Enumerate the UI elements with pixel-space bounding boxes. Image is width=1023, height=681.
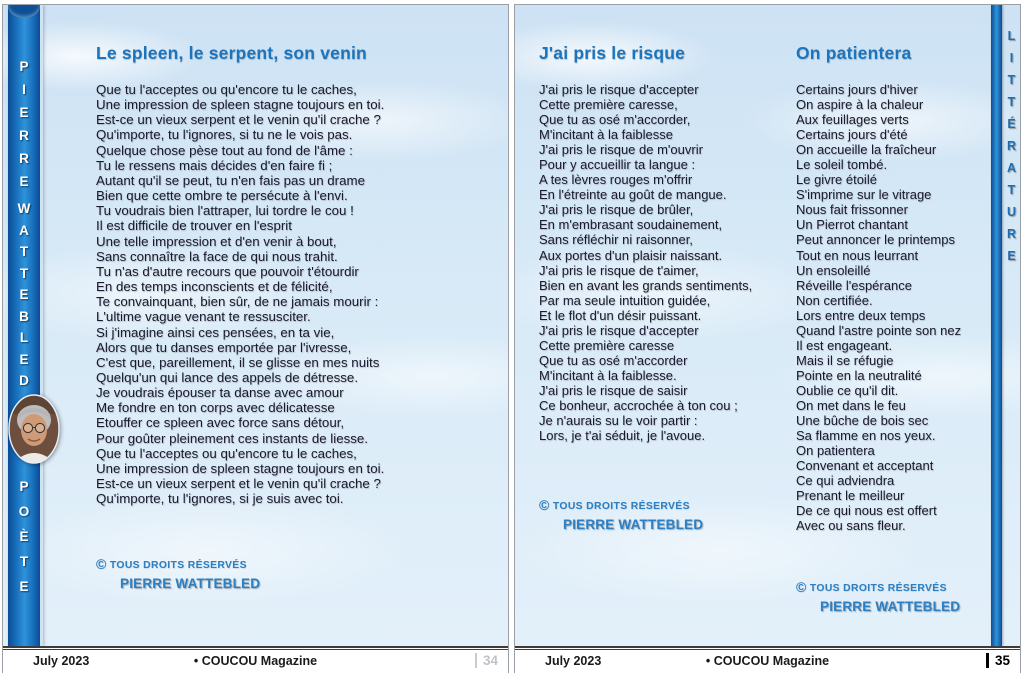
copyright-text: TOUS DROITS RÉSERVÉS <box>552 501 690 513</box>
page-number: 34 <box>475 653 498 668</box>
copyright-icon: © <box>539 497 550 514</box>
author-signature: PIERRE WATTEBLED <box>563 517 704 533</box>
copyright-notice <box>539 497 791 513</box>
footer-date: July 2023 <box>33 653 90 668</box>
page-right <box>514 4 1021 673</box>
copyright-block <box>96 556 491 591</box>
poem-lines: Certains jours d'hiver On aspire à la chaleur Aux feuillages verts Certains jours d'été On accueille la fraîcheur Le soleil tombé. Le givre étoilé S'imprime sur le vitrage Nous fait frissonner Un Pierrot chantant Peut annoncer le printemps Tout en nous leurrant Un ensoleillé Réveille l'espérance Non certifiée. Lors entre deux temps Quand l'astre pointe son nez Il est engageant. Mais il se réfugie Pointe en la neutralité Oublie ce qu'il dit. On met dans le feu Une bûche de bois sec Sa flamme en nos yeux. On patientera Convenant et acceptant Ce qui adviendra Prenant le meilleur De ce qui nous est offert Avec ou sans fleur. <box>796 82 962 534</box>
author-portrait-illustration <box>8 394 60 464</box>
poem-title: J'ai pris le risque <box>539 43 686 63</box>
copyright-icon: © <box>96 556 107 573</box>
litterature-ribbon <box>991 5 1002 646</box>
copyright-block <box>539 497 791 532</box>
ribbon-ornament <box>8 5 40 18</box>
author-first-name-vertical: P I E R R E <box>19 59 29 189</box>
author-role-vertical: P O È T E <box>18 478 30 594</box>
poem-le-spleen <box>96 43 491 591</box>
poem-on-patientera <box>796 43 1001 614</box>
poem-lines: Que tu l'acceptes ou qu'encore tu le caches, Une impression de spleen stagne toujours en toi. Est-ce un vieux serpent et le venin qu'il crache ? Qu'importe, tu l'ignores, si tu ne le vois pas. Quelque chose pèse tout au fond de l'âme : Tu le ressens mais décides d'en faire fi ; Autant qu'il se peut, tu n'en fais pas un drame Bien que cette ombre te persécute à l'envi. Tu voudrais bien l'attraper, lui tordre le cou ! Il est difficile de trouver en l'esprit Une telle impression et d'en venir à bout, Sans connaître la face de qui nous trahit. Tu n'as d'autre recours que pouvoir t'étourdir En des temps inconscients et de félicité, Te convainquant, bien sûr, de ne jamais mourir : L'ultime vague venant te ressusciter. Si j'imagine ainsi ces pensées, en ta vie, Alors que tu danses emportée par l'ivresse, C'est que, pareillement, il se glisse en mes nuits Quelqu'un qui lance des appels de détresse. Je voudrais épouser ta danse avec amour Me fondre en ton corps avec délicatesse Etouffer ce spleen avec force sans détour, Pour goûter pleinement ces instants de liesse. Que tu l'acceptes ou qu'encore tu le caches, Une impression de spleen stagne toujours en toi. Est-ce un vieux serpent et le venin qu'il crache ? Qu'importe, tu l'ignores, si je suis avec toi. <box>96 82 385 507</box>
page-left <box>2 4 509 673</box>
copyright-text: TOUS DROITS RÉSERVÉS <box>809 583 947 595</box>
copyright-icon: © <box>796 579 807 596</box>
author-ribbon <box>8 5 43 646</box>
litterature-label-vertical: L I T T É R A T U R E <box>1006 29 1017 263</box>
copyright-text: TOUS DROITS RÉSERVÉS <box>109 560 247 572</box>
poem-title: Le spleen, le serpent, son venin <box>96 43 367 63</box>
copyright-notice <box>96 556 491 572</box>
page-right-background <box>515 5 1020 646</box>
page-left-footer <box>3 646 508 673</box>
page-right-footer <box>515 646 1020 673</box>
page-left-background <box>3 5 508 646</box>
poem-jai-pris-le-risque <box>539 43 791 532</box>
copyright-block <box>796 579 1001 614</box>
author-photo <box>8 394 60 464</box>
author-signature: PIERRE WATTEBLED <box>120 576 261 592</box>
poem-lines: J'ai pris le risque d'accepter Cette première caresse, Que tu as osé m'accorder, M'incitant à la faiblesse J'ai pris le risque de m'ouvrir Pour y accueillir ta langue : A tes lèvres rouges m'offrir En l'étreinte au goût de mangue. J'ai pris le risque de brûler, En m'embrasant soudainement, Sans réfléchir ni raisonner, Aux portes d'un plaisir naissant. J'ai pris le risque de t'aimer, Bien en avant les grands sentiments, Par ma seule intuition guidée, Et le flot d'un désir puissant. J'ai pris le risque d'accepter Cette première caresse Que tu as osé m'accorder M'incitant à la faiblesse. J'ai pris le risque de saisir Ce bonheur, accrochée à ton cou ; Je n'aurais su le voir partir : Lors, je t'ai séduit, je l'avoue. <box>539 82 753 444</box>
copyright-notice <box>796 579 1001 595</box>
footer-date: July 2023 <box>545 653 602 668</box>
footer-magazine-title: • COUCOU Magazine <box>193 653 318 668</box>
footer-magazine-title: • COUCOU Magazine <box>705 653 830 668</box>
author-last-name-vertical: W A T T E B L E D <box>17 201 31 388</box>
page-number: 35 <box>986 653 1010 668</box>
poem-title: On patientera <box>796 43 912 63</box>
author-signature: PIERRE WATTEBLED <box>820 599 961 615</box>
